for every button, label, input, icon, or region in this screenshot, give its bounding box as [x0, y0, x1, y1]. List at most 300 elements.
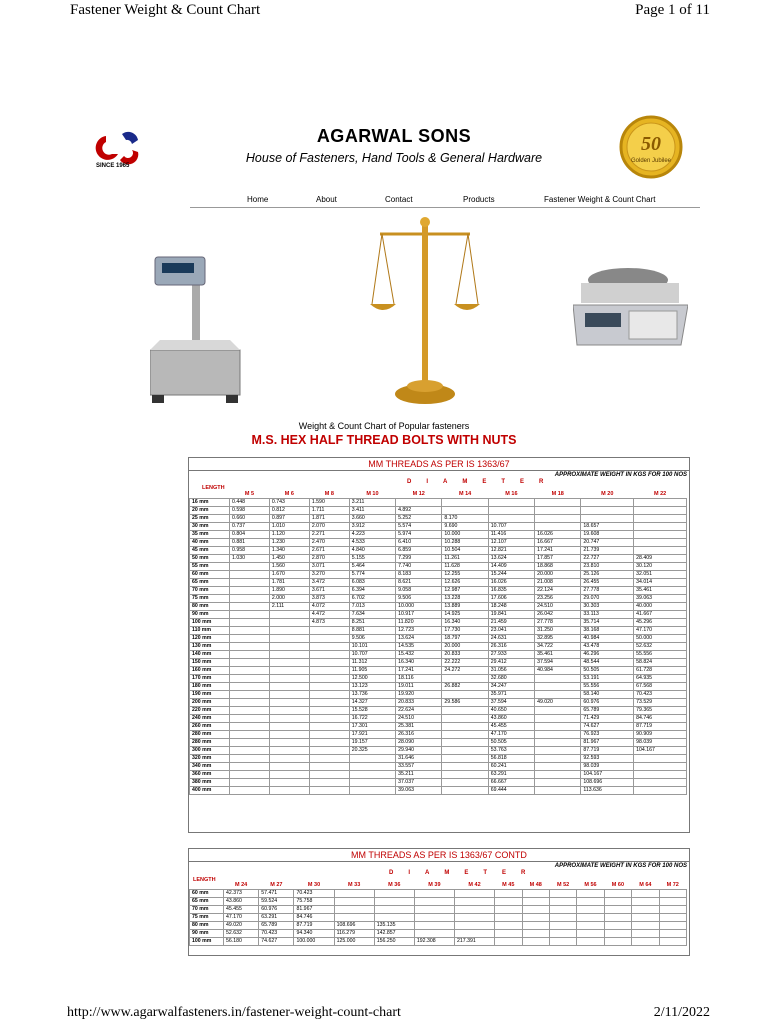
weight-cell [309, 787, 349, 795]
weight-cell: 0.743 [269, 499, 309, 507]
page-header [70, 2, 710, 19]
weight-cell: 87.719 [634, 723, 687, 731]
table-row [190, 659, 687, 667]
weight-cell: 1.230 [269, 539, 309, 547]
weight-cell: 19.608 [581, 531, 634, 539]
weight-cell: 7.013 [349, 603, 395, 611]
weight-cell: 52.632 [224, 930, 259, 938]
weight-cell [269, 651, 309, 659]
weight-cell: 26.455 [581, 579, 634, 587]
weight-cell: 6.702 [349, 595, 395, 603]
table1-heading: MM THREADS AS PER IS 1363/67 [189, 458, 689, 471]
weight-cell: 17.730 [442, 627, 488, 635]
weight-cell [549, 898, 576, 906]
weight-cell: 47.170 [488, 731, 534, 739]
weight-cell: 17.241 [396, 667, 442, 675]
weight-cell: 57.471 [259, 890, 294, 898]
weight-cell: 47.170 [224, 914, 259, 922]
length-cell: 100 mm [190, 619, 230, 627]
weight-cell: 59.524 [259, 898, 294, 906]
weight-cell [230, 707, 270, 715]
weight-cell [309, 739, 349, 747]
length-cell: 40 mm [190, 539, 230, 547]
weight-cell [535, 707, 581, 715]
table-row [190, 715, 687, 723]
weight-cell: 10.917 [396, 611, 442, 619]
weight-cell: 0.448 [230, 499, 270, 507]
length-cell: 150 mm [190, 659, 230, 667]
weight-cell: 48.544 [581, 659, 634, 667]
weight-cell [230, 659, 270, 667]
weight-cell: 37.594 [535, 659, 581, 667]
weight-cell [442, 723, 488, 731]
weight-cell: 74.627 [259, 938, 294, 946]
weight-cell [230, 595, 270, 603]
column-header: M 6 [284, 491, 294, 497]
weight-cell [535, 523, 581, 531]
column-header: M 14 [458, 491, 472, 497]
weight-cell: 79.365 [634, 707, 687, 715]
weight-cell [659, 922, 686, 930]
weight-cell: 29.412 [488, 659, 534, 667]
weight-cell: 3.071 [309, 563, 349, 571]
column-header: M 64 [639, 882, 652, 888]
weight-cell: 45.296 [634, 619, 687, 627]
weight-cell [577, 906, 604, 914]
weight-cell: 1.030 [230, 555, 270, 563]
weight-cell: 3.411 [349, 507, 395, 515]
weight-cell [414, 906, 454, 914]
column-header: M 27 [270, 882, 283, 888]
weight-cell [442, 771, 488, 779]
weight-cell [309, 675, 349, 683]
weight-cell: 10.000 [442, 531, 488, 539]
weight-cell: 156.250 [374, 938, 414, 946]
length-cell: 180 mm [190, 683, 230, 691]
weight-cell: 125.000 [334, 938, 374, 946]
weight-cell: 0.812 [269, 507, 309, 515]
weight-cell: 10.707 [488, 523, 534, 531]
weight-cell [454, 922, 494, 930]
weight-cell: 1.120 [269, 531, 309, 539]
balance-scale-image [370, 214, 480, 409]
since-label: SINCE 1965 [96, 163, 130, 169]
weight-cell: 35.461 [535, 651, 581, 659]
table-row [190, 555, 687, 563]
weight-cell: 135.135 [374, 922, 414, 930]
weight-cell: 116.279 [334, 930, 374, 938]
table-header-row [190, 882, 687, 890]
table-row [190, 515, 687, 523]
column-header: M 33 [348, 882, 361, 888]
weight-cell [495, 898, 522, 906]
table-row [190, 922, 687, 930]
weight-cell: 84.746 [294, 914, 334, 922]
weight-cell [442, 499, 488, 507]
weight-cell: 74.627 [581, 723, 634, 731]
weight-cell [632, 890, 659, 898]
weight-cell: 104.167 [581, 771, 634, 779]
weight-cell: 58.824 [634, 659, 687, 667]
weight-cell: 11.905 [349, 667, 395, 675]
length-cell: 170 mm [190, 675, 230, 683]
column-header: M 60 [611, 882, 625, 888]
weight-cell: 9.506 [396, 595, 442, 603]
weight-cell [230, 587, 270, 595]
length-cell: 65 mm [190, 898, 224, 906]
column-header: M 5 [244, 491, 255, 497]
table-row [190, 627, 687, 635]
length-cell: 280 mm [190, 731, 230, 739]
weight-cell: 2.470 [309, 539, 349, 547]
weight-cell: 2.000 [269, 595, 309, 603]
weight-cell [414, 930, 454, 938]
weight-cell: 12.987 [442, 587, 488, 595]
length-cell: 130 mm [190, 643, 230, 651]
column-header: M 16 [505, 491, 518, 497]
weight-cell [659, 938, 686, 946]
table1-diameter-label: DIAMETER [407, 479, 559, 485]
weight-cell: 29.586 [442, 699, 488, 707]
weight-cell: 4.892 [396, 507, 442, 515]
weight-cell: 23.256 [535, 595, 581, 603]
weight-cell: 2.271 [309, 531, 349, 539]
weight-cell: 23.041 [488, 627, 534, 635]
weight-cell: 46.296 [581, 651, 634, 659]
weight-cell [634, 547, 687, 555]
weight-cell [334, 890, 374, 898]
weight-cell [442, 747, 488, 755]
weight-cell [230, 691, 270, 699]
weight-cell [495, 890, 522, 898]
weight-cell [535, 747, 581, 755]
weight-cell [309, 691, 349, 699]
weight-cell [230, 579, 270, 587]
weight-cell: 35.714 [581, 619, 634, 627]
weight-cell: 40.000 [634, 603, 687, 611]
length-cell: 400 mm [190, 787, 230, 795]
nav-home[interactable]: Home [247, 195, 269, 204]
length-cell: 160 mm [190, 667, 230, 675]
weight-cell: 26.042 [535, 611, 581, 619]
weight-cell: 2.671 [309, 547, 349, 555]
weight-cell: 11.261 [442, 555, 488, 563]
weight-cell [374, 890, 414, 898]
weight-cell [634, 771, 687, 779]
weight-cell [632, 938, 659, 946]
weight-cell [442, 707, 488, 715]
weight-cell [269, 643, 309, 651]
badge-text: Golden Jubilee [630, 158, 672, 164]
weight-cell [269, 627, 309, 635]
weight-cell: 13.889 [442, 603, 488, 611]
weight-cell [634, 755, 687, 763]
weight-cell: 41.667 [634, 611, 687, 619]
table-row [190, 547, 687, 555]
weight-cell: 19.920 [396, 691, 442, 699]
weight-cell [522, 906, 549, 914]
weight-cell [269, 635, 309, 643]
weight-cell: 7.299 [396, 555, 442, 563]
weight-cell [309, 659, 349, 667]
weight-cell: 18.868 [535, 563, 581, 571]
weight-cell: 56.818 [488, 755, 534, 763]
weight-cell: 60.976 [259, 906, 294, 914]
weight-cell: 12.500 [349, 675, 395, 683]
weight-cell: 33.113 [581, 611, 634, 619]
table-row [190, 723, 687, 731]
table-row [190, 587, 687, 595]
weight-cell: 39.063 [634, 595, 687, 603]
weight-cell: 8.881 [349, 627, 395, 635]
weight-cell [269, 619, 309, 627]
weight-cell: 17.606 [488, 595, 534, 603]
weight-cell: 7.634 [349, 611, 395, 619]
column-header: M 20 [601, 491, 614, 497]
weight-cell: 13.228 [442, 595, 488, 603]
weight-cell: 45.455 [488, 723, 534, 731]
weight-cell: 20.833 [396, 699, 442, 707]
weight-cell: 69.444 [488, 787, 534, 795]
weight-cell: 12.626 [442, 579, 488, 587]
weight-cell: 0.897 [269, 515, 309, 523]
weight-cell [634, 507, 687, 515]
weight-cell [632, 922, 659, 930]
weight-cell: 22.624 [396, 707, 442, 715]
weight-cell: 108.696 [581, 779, 634, 787]
weight-cell: 13.736 [349, 691, 395, 699]
weight-cell: 34.722 [535, 643, 581, 651]
weight-cell: 11.820 [396, 619, 442, 627]
length-cell: 75 mm [190, 595, 230, 603]
weight-cell [581, 499, 634, 507]
weight-cell: 0.881 [230, 539, 270, 547]
weight-cell [442, 763, 488, 771]
table-row [190, 499, 687, 507]
weight-cell: 5.774 [349, 571, 395, 579]
weight-cell: 12.255 [442, 571, 488, 579]
weight-cell: 3.873 [309, 595, 349, 603]
table1-length-label: LENGTH [202, 485, 225, 491]
length-cell: 190 mm [190, 691, 230, 699]
weight-cell [659, 906, 686, 914]
weight-cell: 21.008 [535, 579, 581, 587]
platform-scale-image [150, 255, 245, 410]
weight-cell: 70.423 [294, 890, 334, 898]
length-cell: 100 mm [190, 938, 224, 946]
weight-cell [549, 914, 576, 922]
length-cell: 20 mm [190, 507, 230, 515]
weight-cell [495, 914, 522, 922]
table-row [190, 579, 687, 587]
weight-cell [309, 627, 349, 635]
weight-cell [522, 930, 549, 938]
weight-cell [442, 755, 488, 763]
weight-cell: 1.590 [309, 499, 349, 507]
weight-cell: 14.535 [396, 643, 442, 651]
weight-cell: 1.560 [269, 563, 309, 571]
weight-cell [230, 723, 270, 731]
weight-cell: 1.670 [269, 571, 309, 579]
weight-cell: 20.000 [442, 643, 488, 651]
weight-cell: 19.011 [396, 683, 442, 691]
weight-cell: 25.126 [581, 571, 634, 579]
weight-cell [269, 779, 309, 787]
weight-cell: 42.373 [224, 890, 259, 898]
weight-cell: 2.870 [309, 555, 349, 563]
weight-cell: 22.222 [442, 659, 488, 667]
weight-cell [535, 731, 581, 739]
weight-cell [581, 507, 634, 515]
table-row [190, 595, 687, 603]
table2-diameter-label: DIAMETER [389, 870, 541, 876]
weight-cell [604, 930, 631, 938]
weight-cell: 70.423 [634, 691, 687, 699]
weight-cell [632, 906, 659, 914]
length-cell: 200 mm [190, 699, 230, 707]
length-cell: 25 mm [190, 515, 230, 523]
weight-cell [634, 539, 687, 547]
table1-approx: APPROXIMATE WEIGHT IN KGS FOR 100 NOS [554, 472, 687, 478]
weight-cell [549, 922, 576, 930]
table-row [190, 914, 687, 922]
length-cell: 380 mm [190, 779, 230, 787]
column-header: M 22 [653, 491, 667, 497]
weight-cell [334, 906, 374, 914]
weight-cell: 22.124 [535, 587, 581, 595]
weight-cell: 26.316 [488, 643, 534, 651]
weight-cell: 24.631 [488, 635, 534, 643]
table-row [190, 611, 687, 619]
weight-cell: 9.690 [442, 523, 488, 531]
weight-cell [309, 707, 349, 715]
weight-cell: 55.556 [634, 651, 687, 659]
weight-cell: 32.680 [488, 675, 534, 683]
weight-cell: 84.746 [634, 715, 687, 723]
weight-cell: 53.763 [488, 747, 534, 755]
table-row [190, 619, 687, 627]
length-cell: 280 mm [190, 739, 230, 747]
weight-cell: 20.000 [535, 571, 581, 579]
weight-cell: 11.312 [349, 659, 395, 667]
table-row [190, 739, 687, 747]
weight-cell [269, 667, 309, 675]
weight-cell [230, 603, 270, 611]
weight-cell [396, 499, 442, 507]
weight-cell [230, 747, 270, 755]
weight-cell [269, 707, 309, 715]
weight-cell [334, 898, 374, 906]
weight-cell [230, 763, 270, 771]
weight-cell: 3.912 [349, 523, 395, 531]
weight-cell [230, 715, 270, 723]
weight-cell: 6.410 [396, 539, 442, 547]
weight-cell: 37.037 [396, 779, 442, 787]
table-row [190, 523, 687, 531]
weight-cell [309, 635, 349, 643]
weight-cell: 31.056 [488, 667, 534, 675]
weight-cell: 49.020 [224, 922, 259, 930]
weight-cell: 10.288 [442, 539, 488, 547]
weight-cell: 1.340 [269, 547, 309, 555]
length-cell: 65 mm [190, 579, 230, 587]
header-title: Fastener Weight & Count Chart [70, 2, 261, 18]
weight-cell [269, 731, 309, 739]
weight-cell [230, 755, 270, 763]
weight-cell: 1.890 [269, 587, 309, 595]
weight-cell [414, 890, 454, 898]
weight-cell [535, 499, 581, 507]
weight-cell: 18.797 [442, 635, 488, 643]
weight-cell: 81.967 [294, 906, 334, 914]
weight-cell [309, 763, 349, 771]
length-cell: 16 mm [190, 499, 230, 507]
weight-cell: 50.000 [634, 635, 687, 643]
weight-cell: 10.101 [349, 643, 395, 651]
table-row [190, 787, 687, 795]
weight-cell: 29.940 [396, 747, 442, 755]
footer-url[interactable]: http://www.agarwalfasteners.in/fastener-weight-count-chart [67, 1005, 401, 1020]
nav-products[interactable]: Products [463, 195, 495, 204]
weight-cell: 0.737 [230, 523, 270, 531]
nav-contact[interactable]: Contact [385, 195, 413, 204]
weight-cell [454, 930, 494, 938]
length-cell: 140 mm [190, 651, 230, 659]
weight-cell: 75.758 [294, 898, 334, 906]
weight-cell: 52.632 [634, 643, 687, 651]
table-row [190, 779, 687, 787]
weight-cell: 10.000 [396, 603, 442, 611]
weight-cell [269, 763, 309, 771]
table2-heading: MM THREADS AS PER IS 1363/67 CONTD [189, 849, 689, 862]
column-header: M 36 [388, 882, 401, 888]
length-cell: 90 mm [190, 930, 224, 938]
badge-number: 50 [641, 133, 661, 155]
weight-cell: 20.325 [349, 747, 395, 755]
weight-cell [535, 755, 581, 763]
nav-about[interactable]: About [316, 195, 337, 204]
length-cell: 120 mm [190, 635, 230, 643]
weight-cell: 40.984 [581, 635, 634, 643]
weight-cell [309, 747, 349, 755]
column-header: M 56 [584, 882, 597, 888]
length-cell: 45 mm [190, 547, 230, 555]
weight-cell: 37.594 [488, 699, 534, 707]
weight-cell: 16.667 [535, 539, 581, 547]
weight-cell: 24.510 [396, 715, 442, 723]
weight-cell: 217.391 [454, 938, 494, 946]
weight-cell: 73.529 [634, 699, 687, 707]
length-cell: 60 mm [190, 890, 224, 898]
footer-date: 2/11/2022 [653, 1005, 710, 1020]
length-cell: 240 mm [190, 715, 230, 723]
table-row [190, 771, 687, 779]
weight-cell [495, 938, 522, 946]
table-row [190, 755, 687, 763]
weight-cell [632, 914, 659, 922]
weight-cell: 1.781 [269, 579, 309, 587]
weight-cell [414, 922, 454, 930]
weight-cell: 16.026 [488, 579, 534, 587]
weight-cell: 4.873 [309, 619, 349, 627]
weight-cell: 40.984 [535, 667, 581, 675]
nav-weight-chart[interactable]: Fastener Weight & Count Chart [544, 195, 656, 204]
table1-grid [189, 491, 687, 795]
weight-cell [535, 507, 581, 515]
weight-cell: 0.598 [230, 507, 270, 515]
length-cell: 340 mm [190, 763, 230, 771]
length-cell: 360 mm [190, 771, 230, 779]
